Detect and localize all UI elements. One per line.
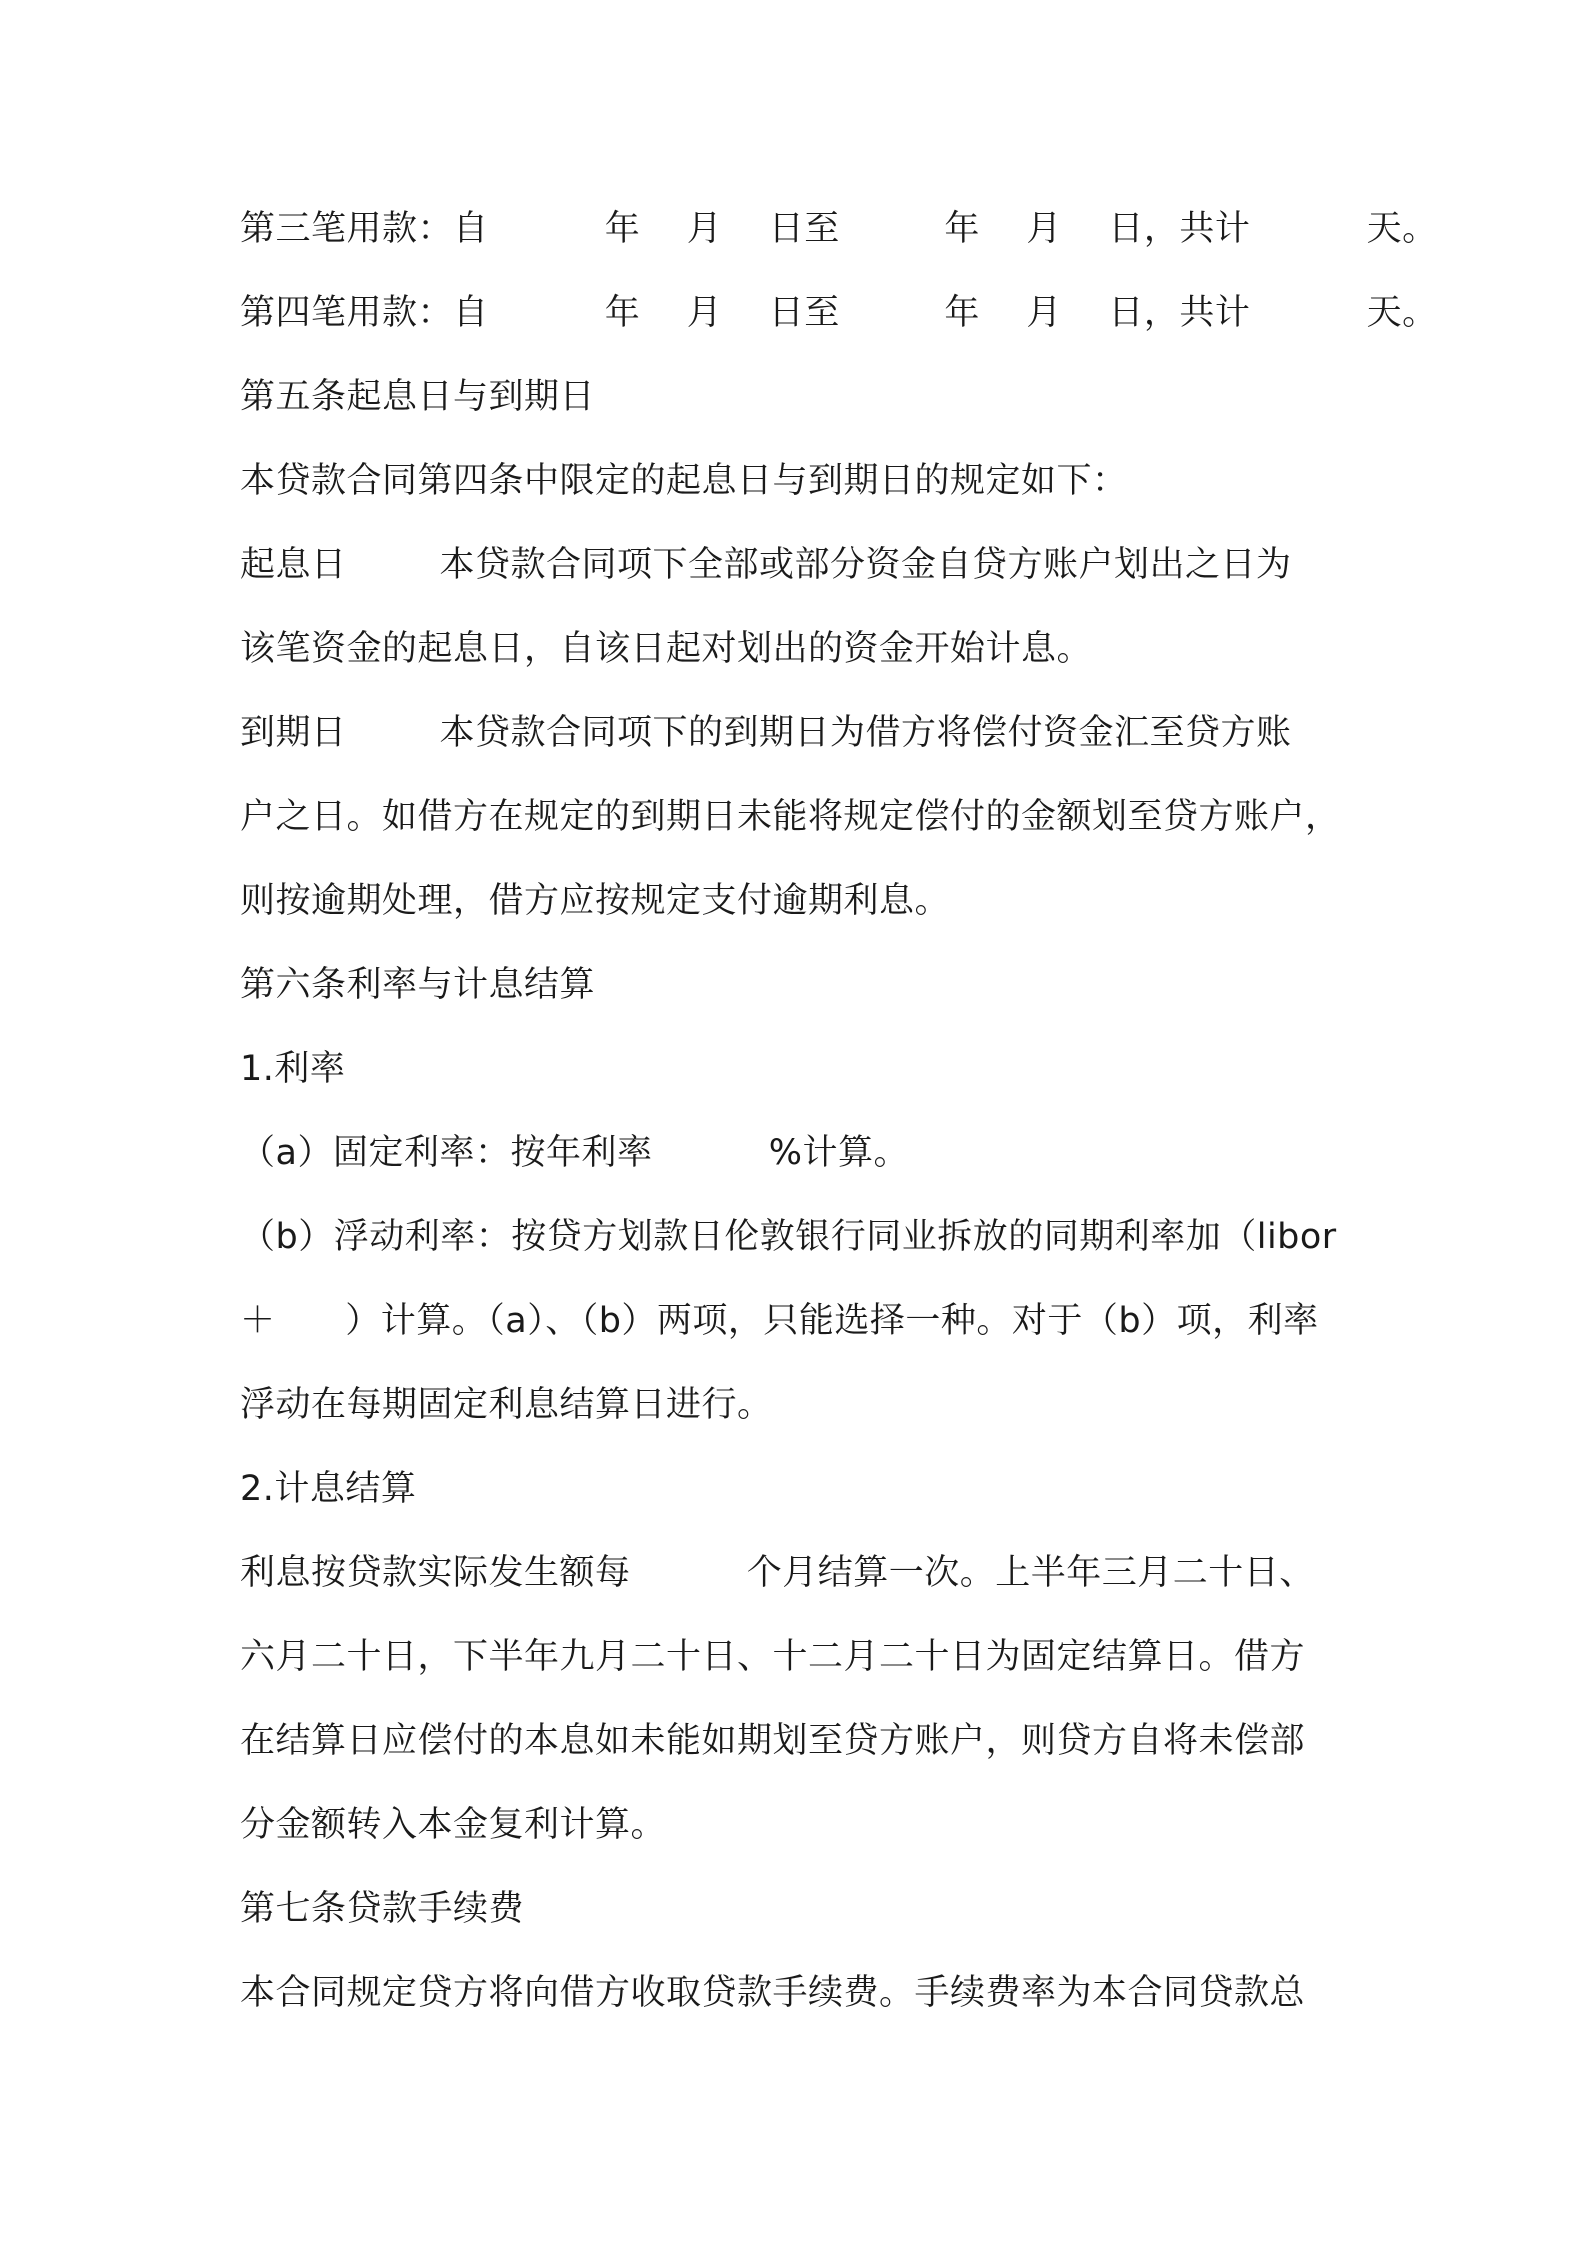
section-heading: 第六条利率与计息结算 xyxy=(240,965,596,1005)
text-line: 户之日。如借方在规定的到期日未能将规定偿付的金额划至贷方账户， xyxy=(240,797,1341,837)
text-line: （a）固定利率：按年利率 %计算。 xyxy=(240,1133,909,1173)
text-line: 六月二十日，下半年九月二十日、十二月二十日为固定结算日。借方 xyxy=(240,1637,1306,1677)
text-line: 该笔资金的起息日，自该日起对划出的资金开始计息。 xyxy=(240,629,1093,669)
text-line: 本合同规定贷方将向借方收取贷款手续费。手续费率为本合同贷款总 xyxy=(240,1973,1306,2013)
text-line: 则按逾期处理，借方应按规定支付逾期利息。 xyxy=(240,881,951,921)
text-line: 起息日 本贷款合同项下全部或部分资金自贷方账户划出之日为 xyxy=(240,545,1292,585)
text-line: 浮动在每期固定利息结算日进行。 xyxy=(240,1385,773,1425)
subsection-heading: 2.计息结算 xyxy=(240,1469,417,1509)
section-heading: 第五条起息日与到期日 xyxy=(240,377,596,417)
section-heading: 第七条贷款手续费 xyxy=(240,1889,525,1929)
text-line: （b）浮动利率：按贷方划款日伦敦银行同业拆放的同期利率加（libor xyxy=(240,1217,1337,1257)
subsection-heading: 1.利率 xyxy=(240,1049,346,1089)
text-line: 第三笔用款：自 年 月 日至 年 月 日，共计 天。 xyxy=(240,209,1438,249)
text-line: 在结算日应偿付的本息如未能如期划至贷方账户，则贷方自将未偿部 xyxy=(240,1721,1306,1761)
text-line: 利息按贷款实际发生额每 个月结算一次。上半年三月二十日、 xyxy=(240,1553,1315,1593)
text-line: 到期日 本贷款合同项下的到期日为借方将偿付资金汇至贷方账 xyxy=(240,713,1292,753)
text-line: 分金额转入本金复利计算。 xyxy=(240,1805,667,1845)
text-line: 第四笔用款：自 年 月 日至 年 月 日，共计 天。 xyxy=(240,293,1438,333)
text-line: ＋ ）计算。（a）、（b）两项，只能选择一种。对于（b）项，利率 xyxy=(240,1301,1319,1341)
text-line: 本贷款合同第四条中限定的起息日与到期日的规定如下： xyxy=(240,461,1128,501)
